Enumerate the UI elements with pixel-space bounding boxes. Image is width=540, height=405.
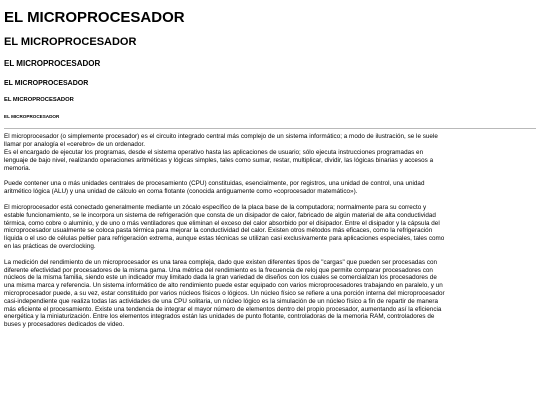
paragraph-intro [4, 133, 534, 172]
paragraph-line: lenguaje de bajo nivel, realizando operaciones aritméticas y lógicas simples, tales como sumar, restar, multiplicar, dividir, las lógicas binarias y accesos a [4, 156, 434, 164]
paragraph-line: Puede contener una o más unidades centrales de procesamiento (CPU) constituidas, esencialmente, por registros, una unidad de control, una unidad [4, 180, 425, 188]
paragraph-line: casi-independiente que realiza todas las actividades de una CPU solitaria, un núcleo lógico es la simulación de un núcleo físico a fin de repartir de manera [4, 297, 439, 305]
paragraph-line: memoria. [4, 164, 31, 172]
paragraph-line: La medición del rendimiento de un microprocesador es una tarea compleja, dado que existen diferentes tipos de "cargas" que pueden ser procesadas con [4, 258, 438, 266]
paragraph-line: diferente efectividad por procesadores de la misma gama. Una métrica del rendimiento es la frecuencia de reloj que permite comparar procesadores con [4, 266, 433, 274]
paragraph-line: estable funcionamiento, se le incorpora un sistema de refrigeración que consta de un disipador de calor, fabricado de algún material de alta conductividad [4, 211, 436, 219]
paragraph-line: microprocesador usualmente se coloca pasta térmica para mejorar la conductividad del calor. Existen otros métodos más eficaces, como la refrigeración [4, 227, 433, 235]
paragraph-performance [4, 259, 534, 329]
heading-level-3: EL MICROPROCESADOR [4, 59, 101, 68]
paragraph-line: líquida o el uso de células peltier para refrigeración extrema, aunque estas técnicas se utilizan casi exclusivamente para aplicaciones especiales, tales como [4, 235, 445, 243]
heading-level-1: EL MICROPROCESADOR [4, 9, 185, 26]
heading-level-6: EL MICROPROCESADOR [4, 113, 60, 119]
paragraph-cooling [4, 204, 534, 251]
paragraph-line: microprocesador puede, a su vez, estar constituido por varios núcleos físicos o lógicos. Un núcleo físico se refiere a una porción interna del microprocesador [4, 289, 445, 297]
paragraph-cpu-units [4, 180, 534, 196]
paragraph-line: energética y la miniaturización. Entre los elementos integrados están las unidades de punto flotante, controladoras de la memoria RAM, controladores de [4, 313, 435, 321]
paragraph-line: en las prácticas de overclocking. [4, 242, 96, 250]
horizontal-divider [4, 128, 536, 129]
heading-level-4: EL MICROPROCESADOR [4, 80, 89, 87]
heading-level-2: EL MICROPROCESADOR [4, 36, 137, 48]
heading-level-5: EL MICROPROCESADOR [4, 97, 74, 103]
paragraph-line: llamar por analogía el «cerebro» de un ordenador. [4, 141, 146, 149]
paragraph-line: buses y procesadores dedicados de video. [4, 321, 125, 329]
paragraph-line: una misma marca y referencia. Un sistema informático de alto rendimiento puede estar equipado con varios microprocesadores trabajando en paralelo, y un [4, 282, 443, 290]
paragraph-line: El microprocesador está conectado generalmente mediante un zócalo específico de la placa base de la computadora; normalmente para su correcto y [4, 203, 427, 211]
paragraph-line: térmica, como cobre o aluminio, y de uno o más ventiladores que eliminan el exceso del calor absorbido por el disipador. Entre el disipador y la cápsula del [4, 219, 440, 227]
paragraph-line: Es el encargado de ejecutar los programas, desde el sistema operativo hasta las aplicaciones de usuario; sólo ejecuta instrucciones programadas en [4, 148, 424, 156]
paragraph-line: núcleos de la misma familia, siendo este un indicador muy limitado dada la gran variedad de diseños con los cuales se comercializan los procesadores de [4, 274, 437, 282]
paragraph-line: más eficiente el procesamiento. Existe una tendencia de integrar el mayor número de elementos dentro del propio procesador, aumentando así la eficiencia [4, 305, 442, 313]
paragraph-line: El microprocesador (o simplemente procesador) es el circuito integrado central más complejo de un sistema informático; a modo de ilustración, se le suele [4, 133, 438, 141]
paragraph-line: aritmético lógica (ALU) y una unidad de cálculo en coma flotante (conocida antiguamente como «coprocesador matemático»). [4, 188, 358, 196]
